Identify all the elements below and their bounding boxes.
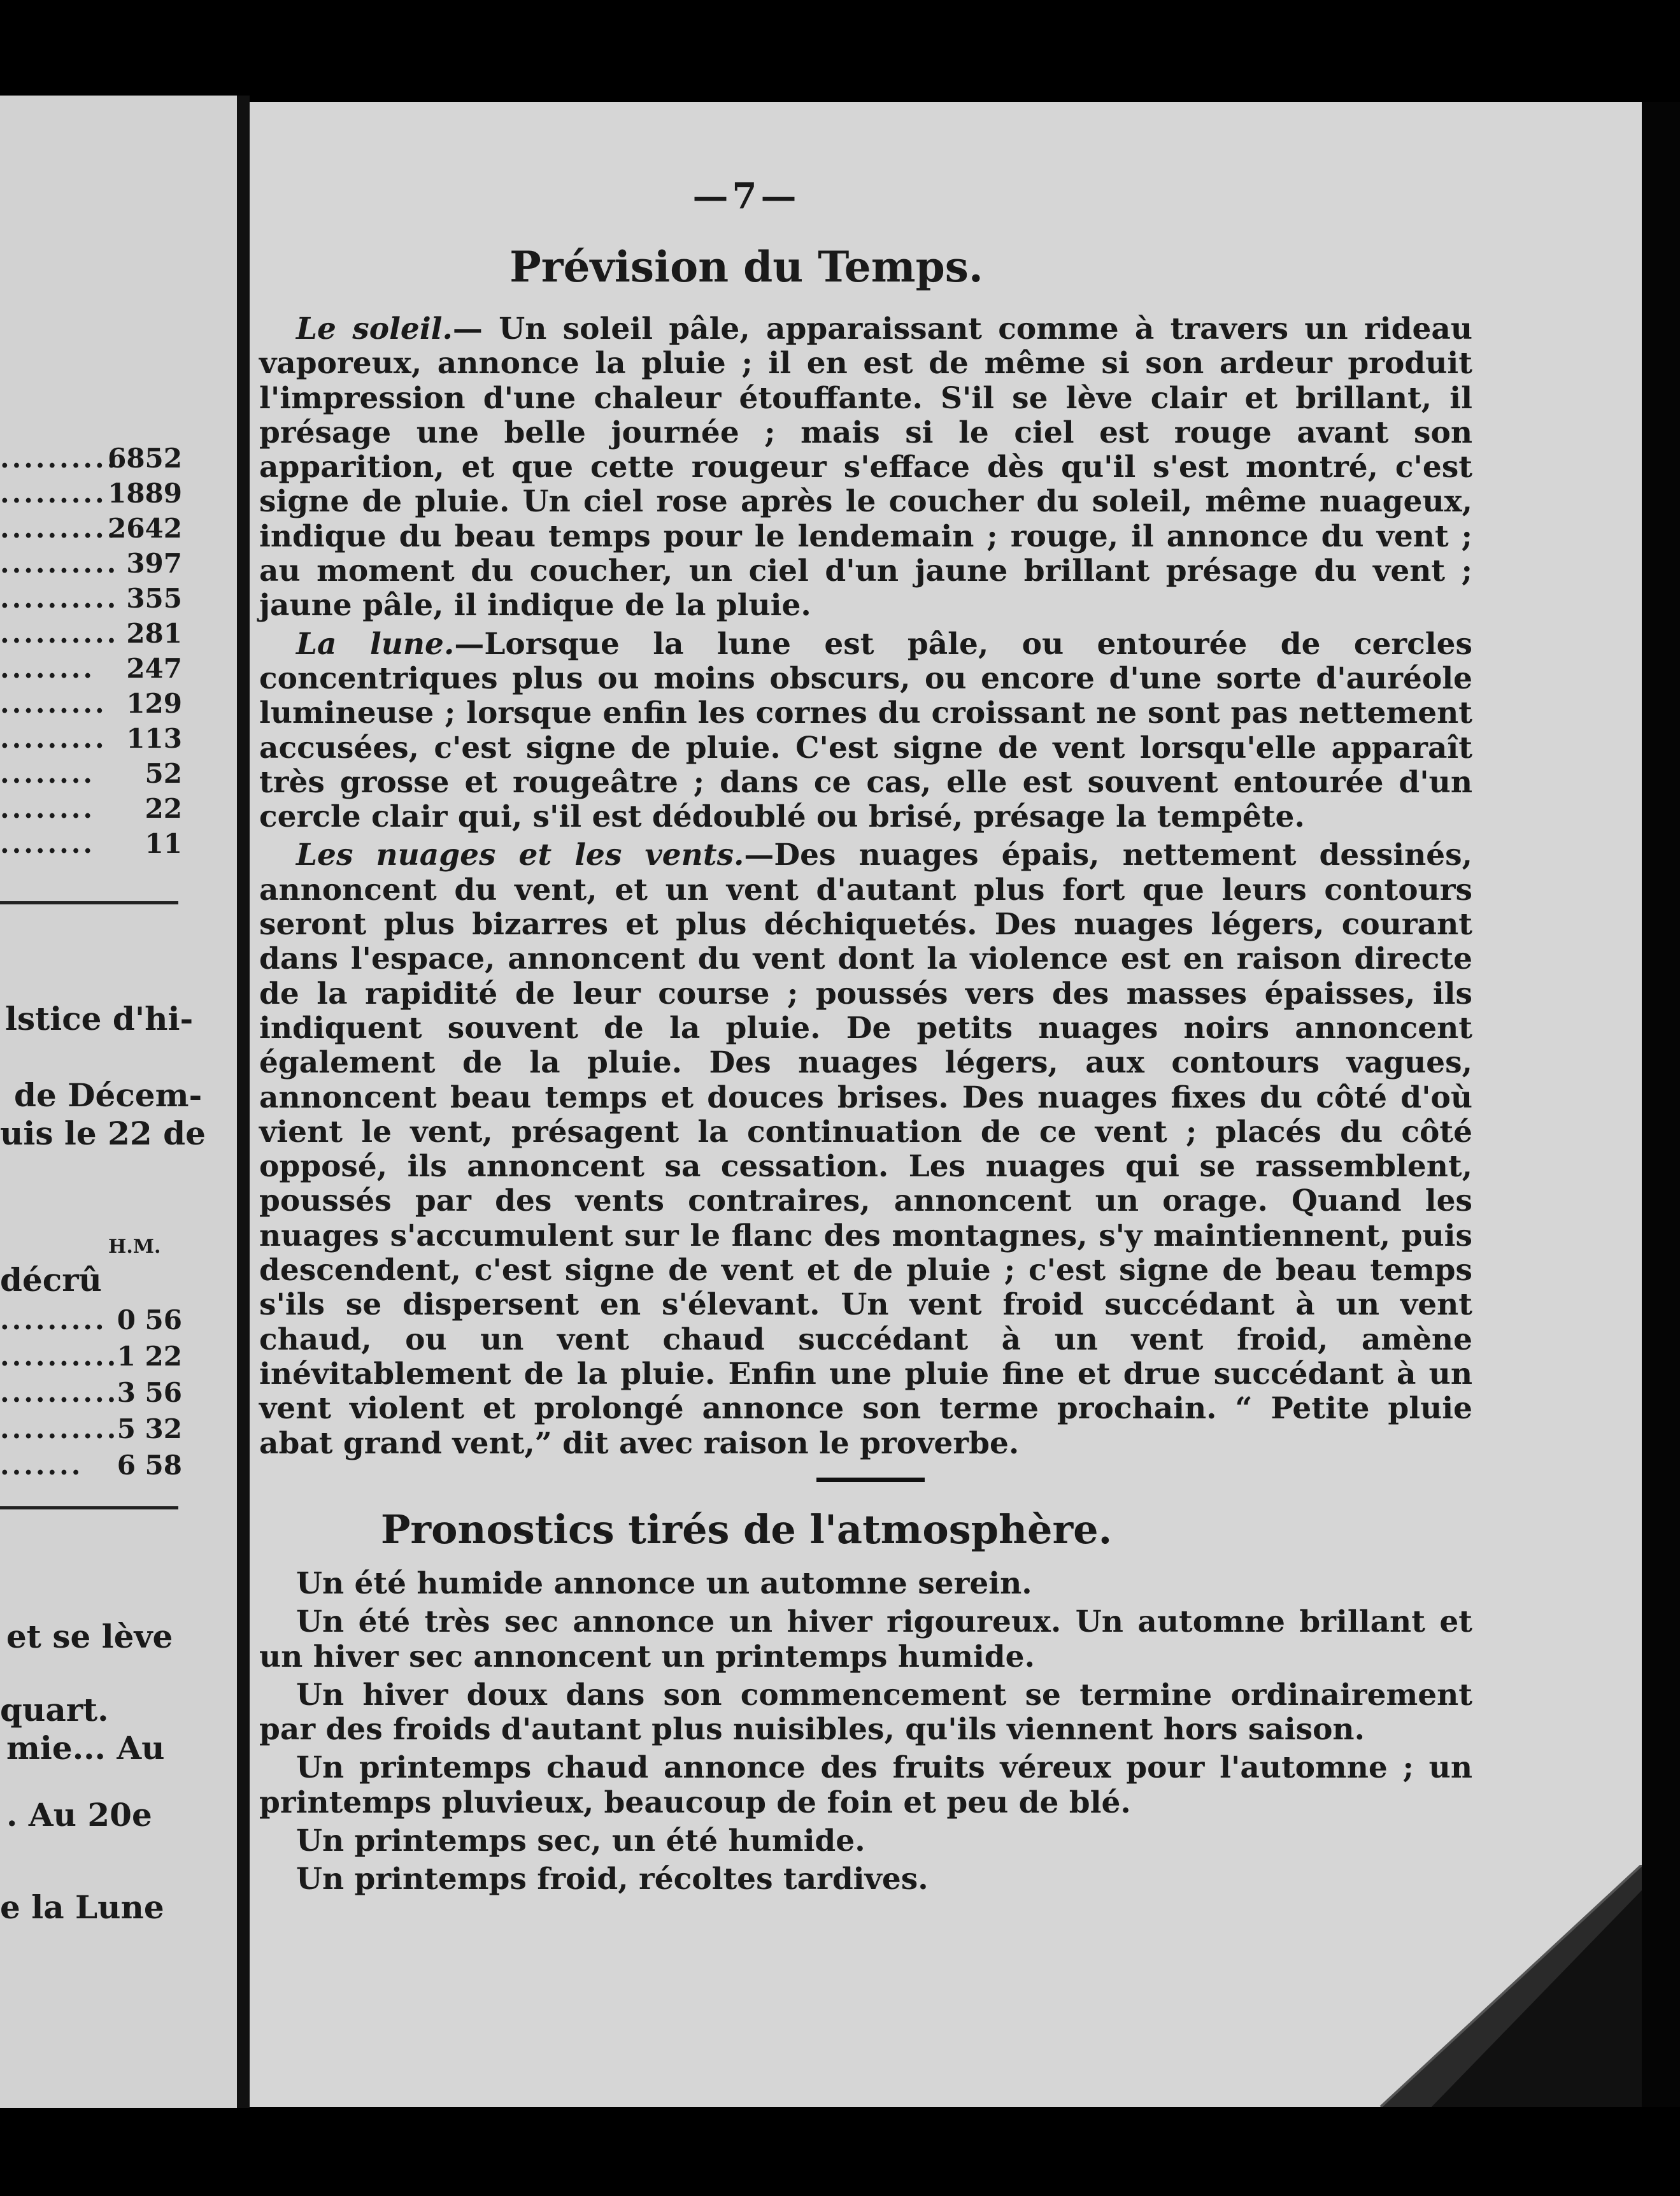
- table-row: [0, 513, 237, 547]
- table-row: [0, 653, 237, 687]
- leader-dots: ..........: [0, 1377, 119, 1408]
- table-value: 397: [126, 548, 182, 579]
- leader-dots: ..........: [0, 618, 119, 649]
- text-fragment: mie... Au: [6, 1729, 165, 1767]
- table-value: 22: [145, 793, 182, 824]
- leader-dots: ..........: [0, 583, 119, 614]
- table-value: 52: [145, 758, 182, 789]
- divider: [0, 901, 178, 904]
- table-row: [0, 1450, 237, 1484]
- paragraph-lead: Le soleil.: [296, 311, 453, 346]
- leader-dots: .........: [0, 723, 107, 754]
- facing-page-fragment: [0, 96, 237, 2108]
- table-row: [0, 478, 237, 512]
- paragraph: Un printemps sec, un été humide.: [296, 1823, 865, 1859]
- leader-dots: .........: [0, 478, 107, 509]
- leader-dots: ........: [0, 653, 95, 684]
- paragraph-lead: Les nuages et les vents.: [296, 838, 744, 873]
- page-gutter: [237, 96, 250, 2108]
- leader-dots: ..........: [0, 443, 119, 474]
- table-value: 6 58: [117, 1450, 182, 1481]
- section-title: Pronostics tirés de l'atmosphère.: [380, 1506, 1113, 1553]
- paragraph: Un été très sec annonce un hiver rigoureux. Un automne brillant et un hiver sec annoncent un printemps humide.: [259, 1604, 1472, 1674]
- paragraph: Un printemps chaud annonce des fruits véreux pour l'automne ; un printemps pluvieux, beaucoup de foin et peu de blé.: [259, 1750, 1472, 1820]
- table-row: [0, 793, 237, 827]
- hm-label: H.M.: [108, 1236, 161, 1258]
- leader-dots: ........: [0, 828, 95, 859]
- paragraph-soleil: [259, 312, 1472, 624]
- section-title: Prévision du Temps.: [509, 242, 983, 292]
- table-row: [0, 723, 237, 757]
- leader-dots: .........: [0, 688, 107, 719]
- table-value: 355: [126, 583, 182, 614]
- table-row: [0, 443, 237, 477]
- text-fragment: lstice d'hi-: [5, 1000, 194, 1037]
- leader-dots: .......: [0, 1450, 83, 1481]
- table-value: 113: [126, 723, 182, 754]
- paragraph-lead: La lune.: [296, 626, 455, 662]
- leader-dots: ........: [0, 793, 95, 824]
- text-fragment: et se lève: [6, 1618, 173, 1655]
- table-value: 1 22: [117, 1341, 182, 1372]
- table-value: 129: [126, 688, 182, 719]
- table-row: [0, 618, 237, 652]
- table-row: [0, 548, 237, 582]
- paragraph: Un été humide annonce un automne serein.: [296, 1566, 1032, 1601]
- page-edge: [1642, 102, 1680, 2107]
- table-value: 5 32: [117, 1413, 182, 1444]
- table-row: [0, 1341, 237, 1375]
- table-value: 281: [126, 618, 182, 649]
- table-value: 11: [145, 828, 182, 859]
- table-row: [0, 688, 237, 722]
- paragraph: Un printemps froid, récoltes tardives.: [296, 1862, 929, 1897]
- folded-corner-shadow: [1342, 1865, 1642, 2107]
- text-fragment: décrû: [0, 1261, 102, 1299]
- section-body: [259, 1567, 1472, 1901]
- paragraph-lune: [259, 627, 1472, 835]
- leader-dots: ..........: [0, 1413, 119, 1444]
- divider: [816, 1478, 925, 1482]
- page-number: —7—: [692, 175, 801, 217]
- table-value: 6852: [108, 443, 182, 474]
- leader-dots: ........: [0, 758, 95, 789]
- paragraph-nuages: [259, 838, 1472, 1460]
- table-row: [0, 1413, 237, 1448]
- table-row: [0, 758, 237, 792]
- table-row: [0, 828, 237, 862]
- table-value: 0 56: [117, 1304, 182, 1336]
- table-row: [0, 1377, 237, 1411]
- text-fragment: e la Lune: [0, 1888, 164, 1926]
- text-fragment: uis le 22 de: [0, 1115, 206, 1152]
- paragraph-text: — Un soleil pâle, apparaissant comme à travers un rideau vaporeux, annonce la pluie ; il en est de même si son ardeur produit l'impression d'une chaleur étouffante. S'il se lève clair et brillant, il présage une belle journée ; mais si le ciel est rouge avant son apparition, et que cette rougeur s'efface dès qu'il s'est montré, c'est signe de pluie. Un ciel rose après le coucher du soleil, même nuageux, indique du beau temps pour le lendemain ; rouge, il annonce du vent ; au moment du coucher, un ciel d'un jaune brillant présage du vent ; jaune pâle, il indique de la pluie.: [259, 311, 1473, 624]
- section-body: [259, 312, 1472, 1465]
- divider: [0, 1506, 178, 1509]
- paragraph-text: —Des nuages épais, nettement dessinés, annoncent du vent, et un vent d'autant plus fort que leurs contours seront plus bizarres et plus déchiquetés. Des nuages légers, courant dans l'espace, annoncent du vent dont la violence est en raison directe de la rapidité de leur course ; poussés vers des masses épaisses, ils indiquent souvent de la pluie. De petits nuages noirs annoncent également de la pluie. Des nuages légers, aux contours vagues, annoncent beau temps et douces brises. Des nuages fixes du côté d'où vient le vent, présagent la continuation de ce vent ; placés du côté opposé, ils annoncent sa cessation. Les nuages qui se rassemblent, poussés par des vents contraires, annoncent un orage. Quand les nuages s'accumulent sur le flanc des montagnes, s'y maintiennent, puis descendent, c'est signe de vent et de pluie ; c'est signe de beau temps s'ils se dispersent en s'élevant. Un vent froid succédant à un vent chaud, ou un vent chaud succédant à un vent froid, amène inévitablement de la pluie. Enfin une pluie fine et drue succédant à un vent violent et prolongé annonce son terme prochain. “ Petite pluie abat grand vent,” dit avec raison le proverbe.: [259, 838, 1472, 1461]
- page: [250, 102, 1642, 2107]
- table-value: 3 56: [117, 1377, 182, 1408]
- leader-dots: ..........: [0, 548, 119, 579]
- text-fragment: . Au 20e: [6, 1796, 152, 1834]
- table-value: 247: [126, 653, 182, 684]
- text-fragment: de Décem-: [14, 1076, 203, 1114]
- text-fragment: quart.: [0, 1691, 109, 1729]
- leader-dots: ..........: [0, 1341, 119, 1372]
- table-row: [0, 583, 237, 617]
- paragraph: Un hiver doux dans son commencement se termine ordinairement par des froids d'autant plus nuisibles, qu'ils viennent hors saison.: [259, 1677, 1472, 1748]
- table-value: 2642: [108, 513, 182, 544]
- table-value: 1889: [108, 478, 182, 509]
- table-row: [0, 1304, 237, 1339]
- leader-dots: .........: [0, 1304, 107, 1336]
- paragraph-text: —Lorsque la lune est pâle, ou entourée de cercles concentriques plus ou moins obscurs, ou encore d'une sorte d'auréole lumineuse ; lorsque enfin les cornes du croissant ne sont pas nettement accusées, c'est signe de pluie. C'est signe de vent lorsqu'elle apparaît très grosse et rougeâtre ; dans ce cas, elle est souvent entourée d'un cercle clair qui, s'il est dédoublé ou brisé, présage la tempête.: [259, 626, 1472, 835]
- leader-dots: ..........: [0, 513, 119, 544]
